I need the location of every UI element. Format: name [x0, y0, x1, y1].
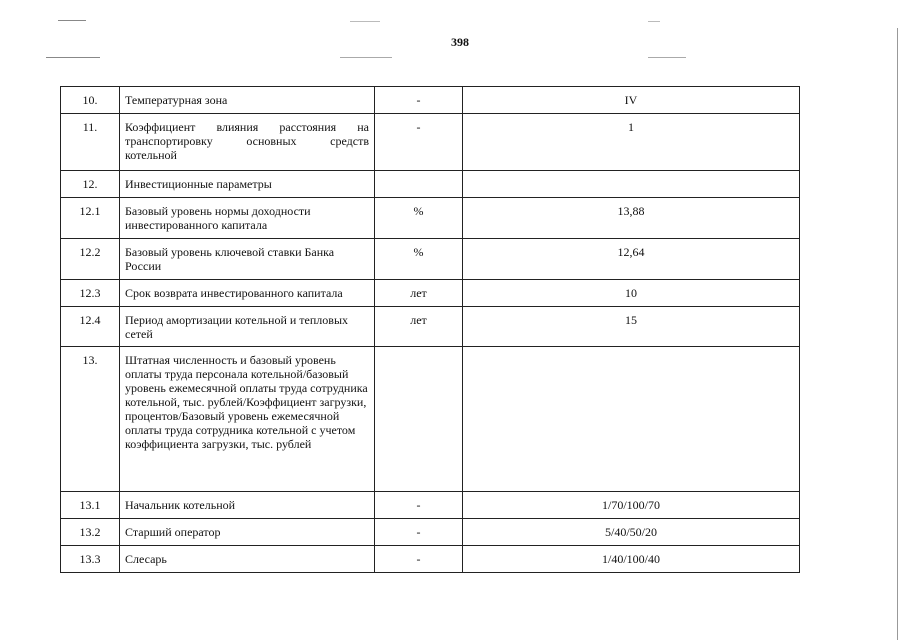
table-row — [61, 492, 800, 519]
unit-cell: - — [375, 519, 463, 546]
parameter-name: Слесарь — [120, 546, 375, 573]
scan-artifact — [58, 20, 86, 21]
value-cell: 1/70/100/70 — [463, 492, 800, 519]
table-row — [61, 198, 800, 239]
unit-cell: % — [375, 198, 463, 239]
scan-artifact — [350, 21, 380, 22]
parameter-name: Срок возврата инвестированного капитала — [120, 280, 375, 307]
row-number: 13.1 — [61, 492, 120, 519]
parameter-name-line: Коэффициент влияния расстояния на — [125, 120, 369, 134]
scan-artifact — [648, 21, 660, 22]
row-number: 12. — [61, 171, 120, 198]
row-number: 13. — [61, 347, 120, 492]
row-number: 12.4 — [61, 307, 120, 347]
unit-cell: - — [375, 492, 463, 519]
scan-artifact — [46, 57, 100, 58]
value-cell: IV — [463, 87, 800, 114]
parameter-name: Начальник котельной — [120, 492, 375, 519]
row-number: 13.3 — [61, 546, 120, 573]
unit-cell: - — [375, 546, 463, 573]
table-row — [61, 519, 800, 546]
parameter-name — [120, 114, 375, 171]
row-number: 12.1 — [61, 198, 120, 239]
parameter-name-line: транспортировку основных средств — [125, 134, 369, 148]
parameter-name: Температурная зона — [120, 87, 375, 114]
table-row — [61, 280, 800, 307]
value-cell: 10 — [463, 280, 800, 307]
table-row — [61, 114, 800, 171]
table-row — [61, 171, 800, 198]
parameters-table — [60, 86, 800, 573]
row-number: 10. — [61, 87, 120, 114]
scan-artifact — [648, 57, 686, 58]
value-cell: 5/40/50/20 — [463, 519, 800, 546]
unit-cell: лет — [375, 280, 463, 307]
value-cell: 1/40/100/40 — [463, 546, 800, 573]
row-number: 13.2 — [61, 519, 120, 546]
page-number: 398 — [451, 35, 469, 49]
value-cell — [463, 171, 800, 198]
table-row — [61, 307, 800, 347]
parameter-name: Базовый уровень нормы доходности инвестированного капитала — [120, 198, 375, 239]
unit-cell: - — [375, 114, 463, 171]
table-row — [61, 546, 800, 573]
row-number: 11. — [61, 114, 120, 171]
value-cell: 1 — [463, 114, 800, 171]
table-row — [61, 87, 800, 114]
unit-cell — [375, 347, 463, 492]
parameter-name: Период амортизации котельной и тепловых сетей — [120, 307, 375, 347]
row-number: 12.3 — [61, 280, 120, 307]
scan-artifact — [340, 57, 392, 58]
value-cell: 13,88 — [463, 198, 800, 239]
value-cell — [463, 347, 800, 492]
unit-cell: - — [375, 87, 463, 114]
parameter-name: Базовый уровень ключевой ставки Банка России — [120, 239, 375, 280]
value-cell: 12,64 — [463, 239, 800, 280]
unit-cell — [375, 171, 463, 198]
scan-edge — [897, 28, 898, 640]
parameter-name: Штатная численность и базовый уровень оплаты труда персонала котельной/базовый уровень ежемесячной оплаты труда сотрудника котельной, тыс. рублей/Коэффициент загрузки, процентов/Базовый уровень ежемесячной оплаты труда сотрудника котельной с учетом коэффициента загрузки, тыс. рублей — [120, 347, 375, 492]
table-row — [61, 347, 800, 492]
row-number: 12.2 — [61, 239, 120, 280]
parameter-name: Инвестиционные параметры — [120, 171, 375, 198]
table-row — [61, 239, 800, 280]
unit-cell: лет — [375, 307, 463, 347]
parameter-name: Старший оператор — [120, 519, 375, 546]
value-cell: 15 — [463, 307, 800, 347]
unit-cell: % — [375, 239, 463, 280]
parameter-name-line: котельной — [125, 148, 177, 162]
